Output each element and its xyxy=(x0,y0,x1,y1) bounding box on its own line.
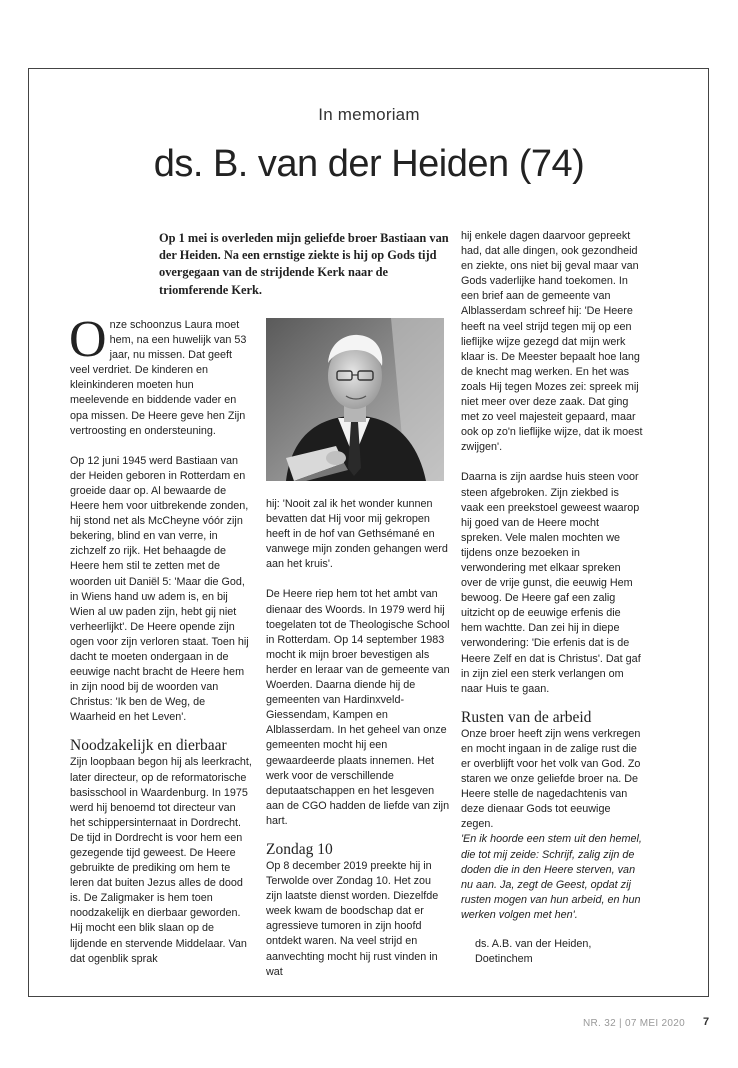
kicker: In memoriam xyxy=(318,105,420,124)
column-1-paragraph-1 xyxy=(69,311,252,439)
section-heading-3: Rusten van de arbeid xyxy=(461,708,592,726)
column-3 xyxy=(461,229,643,967)
column-2 xyxy=(266,497,450,980)
signature-place: Doetinchem xyxy=(475,953,533,966)
column-1 xyxy=(69,311,252,967)
section-heading-2: Zondag 10 xyxy=(266,840,333,858)
column-3-paragraph-3: Onze broer heeft zijn wens verkregen en mocht ingaan in de zalige rust die er overblijft voor het volk van God. Zo staren we onze geliefde broer na. De Heere stelle de nagedachtenis van deze dienaar Gods tot eeuwige zegen. xyxy=(461,727,641,831)
page-number: 7 xyxy=(703,1016,710,1028)
column-1-paragraph-1-text: nze schoonzus Laura moet hem, na een huwelijk van 53 jaar, nu missen. Dat geeft veel verdriet. De kinderen en kleinkinderen moeten hun meelevende en biddende vader en opa missen. De Heere geve hen Zijn vertroosting en ondersteuning. xyxy=(70,319,247,437)
bible-quote: 'En ik hoorde een stem uit den hemel, die tot mij zeide: Schrijf, zalig zijn de doden die in den Heere sterven, van nu aan. Ja, zegt de Geest, opdat zij rusten mogen van hun arbeid, en hun werken volgen met hen'. xyxy=(461,833,642,921)
issue-info: NR. 32 | 07 MEI 2020 xyxy=(583,1018,685,1029)
portrait-photo xyxy=(266,318,444,481)
column-1-paragraph-3: Zijn loopbaan begon hij als leerkracht, later directeur, op de reformatorische basisschool in Waardenburg. In 1975 werd hij benoemd tot directeur van het schippersinternaat in Dordrecht. De tijd in Dordrecht is voor hem een gezegende tijd geweest. De Heere gebruikte de prediking om hem te leren dat buiten Jezus alles de dood is. De Zaligmaker is hem toen noodzakelijk en dierbaar geworden. Hij mocht een blik slaan op de lijdende en stervende Middelaar. Van dat ogenblik sprak xyxy=(70,756,252,965)
column-2-paragraph-3: Op 8 december 2019 preekte hij in Terwolde over Zondag 10. Het zou zijn laatste dienst worden. Diezelfde week kwam de boodschap dat er agressieve tumoren in zijn hoofd ontdekt waren. Na veel strijd en aanvechting mocht hij rust vinden in wat xyxy=(266,859,439,978)
section-heading-1: Noodzakelijk en dierbaar xyxy=(70,737,227,755)
intro-paragraph: Op 1 mei is overleden mijn geliefde broer Bastiaan van der Heiden. Na een ernstige ziekte is hij op Gods tijd overgegaan van de strijdende Kerk naar de triomferende Kerk. xyxy=(159,231,449,297)
column-2-paragraph-2: De Heere riep hem tot het ambt van dienaar des Woords. In 1979 werd hij toegelaten tot de Theologische School in Rotterdam. Op 14 september 1983 mocht ik mijn broer bevestigen als herder en leraar van de gemeente van Woerden. Daarna diende hij de gemeenten van Hardinxveld-Giessendam, Kampen en Alblasserdam. In het geheel van onze gemeenten mocht hij een gewaardeerde plaats innemen. Het werk voor de verschillende deputaatschappen en het lesgeven aan de CGO hadden de liefde van zijn hart. xyxy=(266,588,450,827)
column-3-paragraph-1: hij enkele dagen daarvoor gepreekt had, dat alle dingen, ook gezondheid en ziekte, ons niet bij geval maar van Gods vaderlijke hand toekomen. In een brief aan de gemeente van Alblasserdam schreef hij: 'De Heere heeft na veel strijd tegen mij op een lieflijke wijze gezegd dat mijn werk klaar is. De Meester bepaalt hoe lang de knecht mag werken. En het was zoals Hij tegen Mozes zei: spreek mij niet meer over deze zaak. Dat ging met zo veel majesteit gepaard, maar ook op zo'n lieflijke wijze, dat ik moest zwijgen'. xyxy=(461,230,643,454)
dropcap: O xyxy=(69,311,107,368)
signature xyxy=(461,937,643,967)
column-1-paragraph-2: Op 12 juni 1945 werd Bastiaan van der Heiden geboren in Rotterdam en groeide daar op. Al bewaarde de Heere hem voor uitbrekende zonden, hij stond net als McCheyne vóór zijn bekering, blind en van verre, in zichzelf zo rijk. Het behaagde de Heere hem stil te zetten met de woorden uit Daniël 5: 'Maar die God, in Wiens hand uw adem is, en bij Wien al uw paden zijn, hebt gij niet verheerlijkt'. De Heere opende zijn ogen voor zijn verloren staat. Toen hij dacht te moeten ondergaan in de eeuwige nacht bracht de Heere hem in zijn nood bij de woorden van Christus: 'Ik ben de Weg, de Waarheid en het Leven'. xyxy=(70,454,249,724)
column-3-paragraph-2: Daarna is zijn aardse huis steen voor steen afgebroken. Zijn ziekbed is vaak een preekstoel geweest waarop hij goed van de Heere mocht spreken. Vele malen mochten we tijdens onze bezoeken in verwondering met elkaar spreken over de vrije gunst, die eeuwig Hem bewoog. De Heere gaf een zalig uitzicht op de eeuwige erfenis die hem wachtte. Dan zei hij in diepe verwondering: 'Die erfenis dat is de Heere Zelf en dat is Christus'. Dat gaf in zijn ziel een sterk verlangen om naar Huis te gaan. xyxy=(461,471,641,695)
portrait-illustration xyxy=(266,318,444,481)
signature-name: ds. A.B. van der Heiden, xyxy=(475,938,592,951)
page-title: ds. B. van der Heiden (74) xyxy=(153,143,585,185)
column-2-paragraph-1: hij: 'Nooit zal ik het wonder kunnen bevatten dat Hij voor mij gekropen heeft in de hof van Gethsémané en vanwege mijn zonden gehangen werd aan het kruis'. xyxy=(266,498,448,571)
